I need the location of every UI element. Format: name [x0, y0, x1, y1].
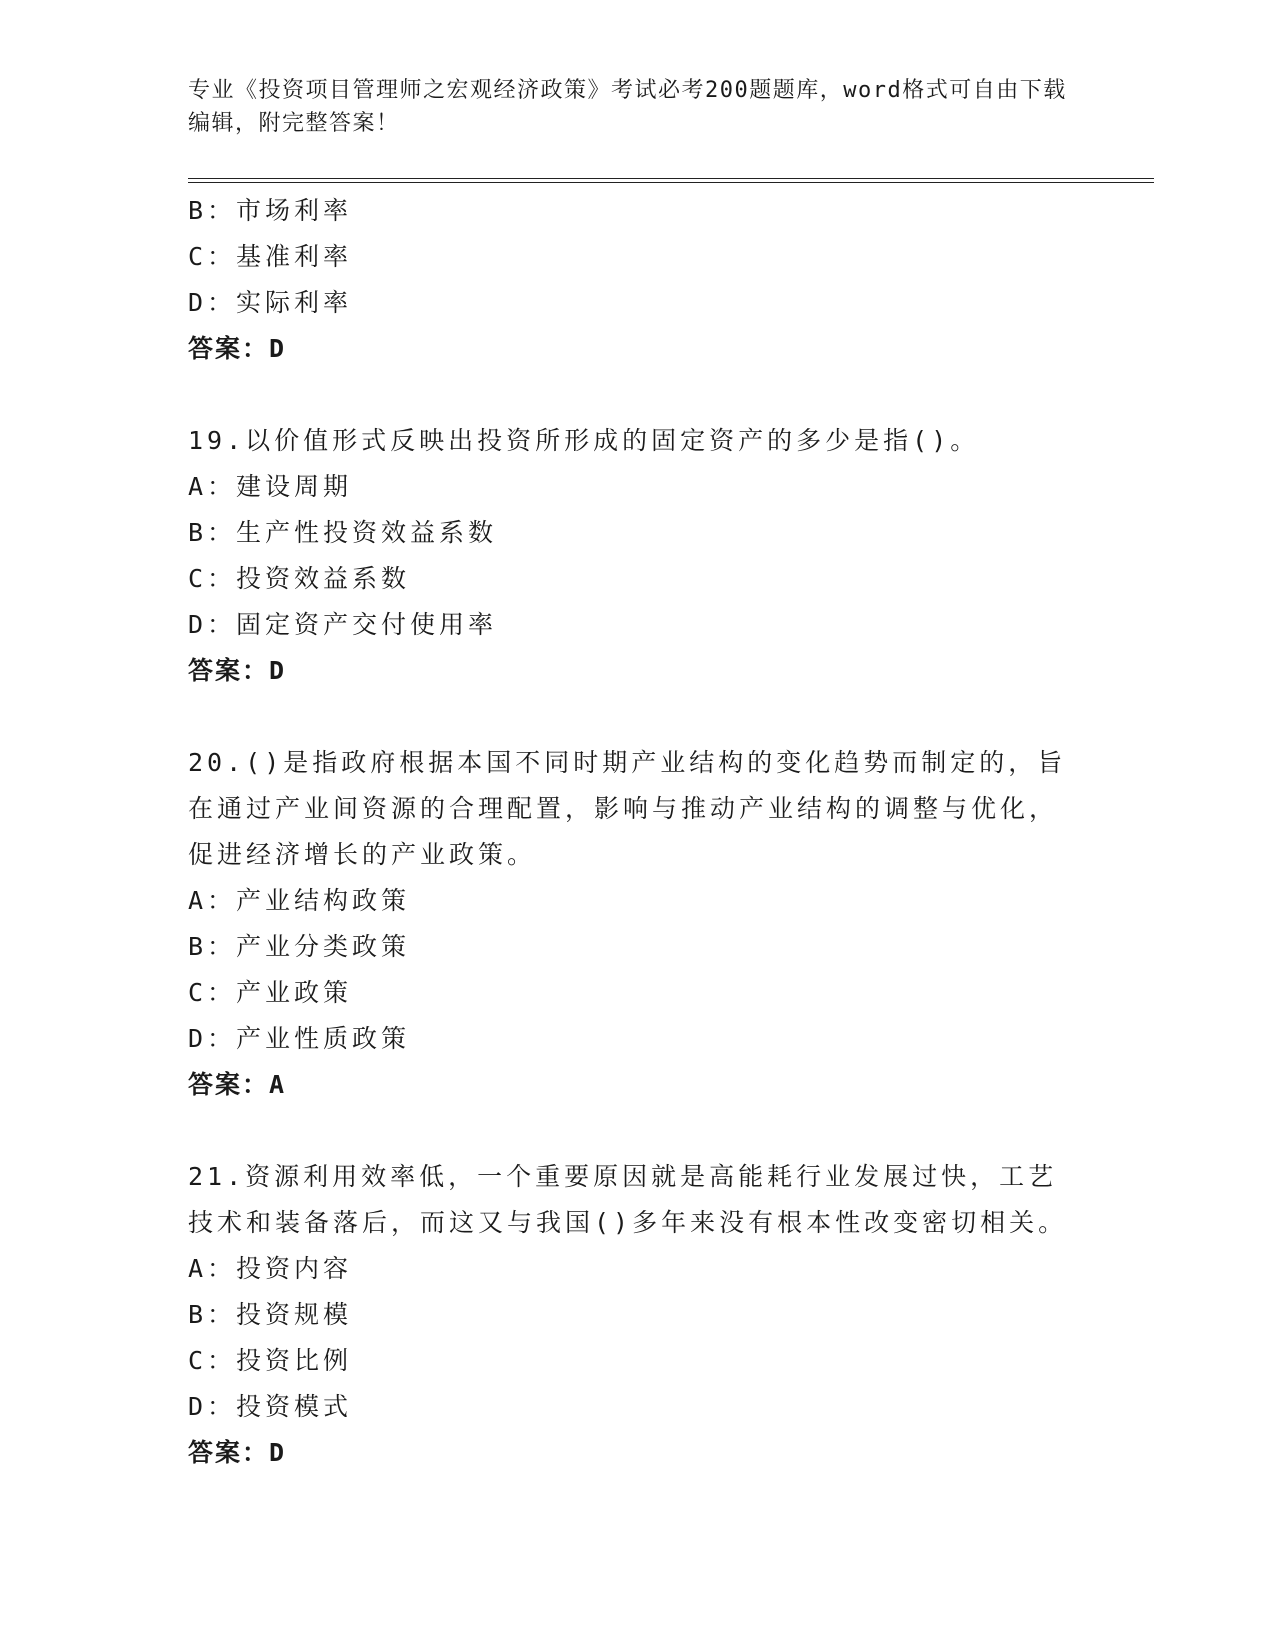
question-block-20 — [188, 740, 1088, 1108]
option-a: A：投资内容 — [188, 1254, 353, 1283]
option-c: C：投资比例 — [188, 1346, 353, 1375]
option-d: D：投资模式 — [188, 1392, 353, 1421]
header-divider-top — [188, 178, 1154, 179]
option-b: B：投资规模 — [188, 1300, 353, 1329]
option-b: B：产业分类政策 — [188, 932, 411, 961]
question-block-21 — [188, 1154, 1088, 1476]
question-stem: 21.资源利用效率低，一个重要原因就是高能耗行业发展过快，工艺技术和装备落后，而这又与我国()多年来没有根本性改变密切相关。 — [188, 1162, 1068, 1237]
option-c: C：产业政策 — [188, 978, 353, 1007]
option-c: C：投资效益系数 — [188, 564, 411, 593]
option-c: C：基准利率 — [188, 242, 353, 271]
option-d: D：产业性质政策 — [188, 1024, 411, 1053]
option-d: D：固定资产交付使用率 — [188, 610, 498, 639]
option-b: B：生产性投资效益系数 — [188, 518, 498, 547]
document-header: 专业《投资项目管理师之宏观经济政策》考试必考200题题库，word格式可自由下载编辑，附完整答案！ — [188, 78, 1067, 136]
question-list — [188, 188, 1088, 1476]
question-stem: 20.()是指政府根据本国不同时期产业结构的变化趋势而制定的，旨在通过产业间资源的合理配置，影响与推动产业结构的调整与优化，促进经济增长的产业政策。 — [188, 748, 1067, 869]
option-a: A：产业结构政策 — [188, 886, 411, 915]
question-block-18 — [188, 188, 1088, 372]
answer-text: 答案：D — [188, 334, 287, 363]
question-block-19 — [188, 418, 1088, 694]
option-a: A：建设周期 — [188, 472, 353, 501]
answer-text: 答案：D — [188, 656, 287, 685]
option-d: D：实际利率 — [188, 288, 353, 317]
option-b: B：市场利率 — [188, 196, 353, 225]
answer-text: 答案：A — [188, 1070, 287, 1099]
header-divider-bottom — [188, 182, 1154, 183]
question-stem: 19.以价值形式反映出投资所形成的固定资产的多少是指()。 — [188, 426, 980, 455]
answer-text: 答案：D — [188, 1438, 287, 1467]
